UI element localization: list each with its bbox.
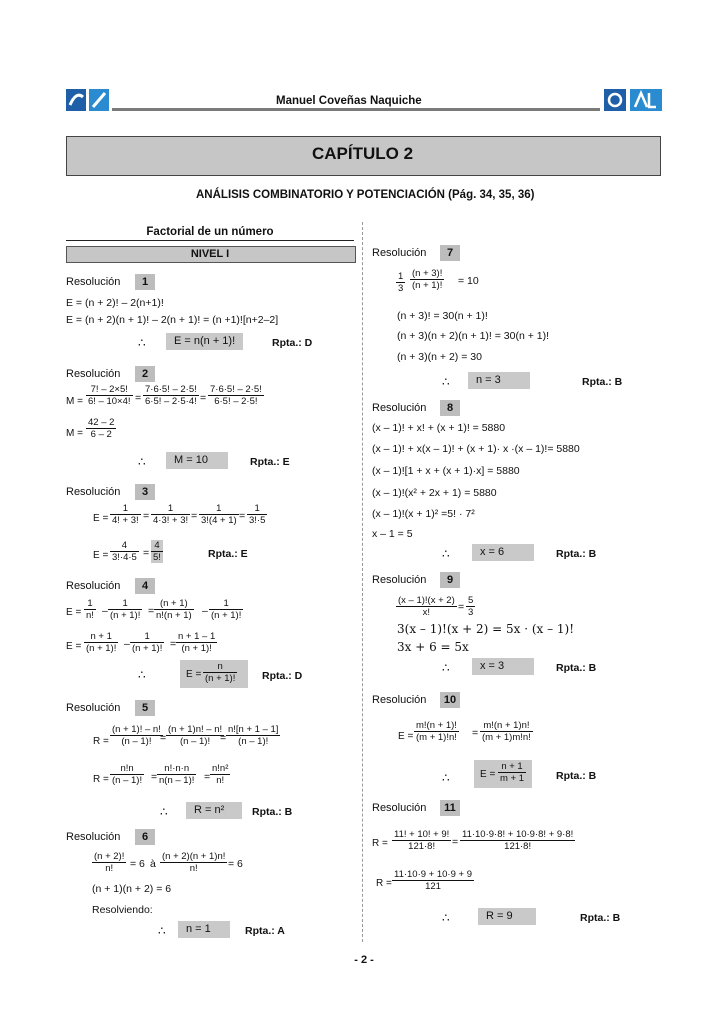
- math-line: (x – 1)![1 + x + (x + 1)·x] = 5880: [372, 465, 520, 477]
- math-line: (n + 3)! = 30(n + 1)!: [397, 310, 488, 322]
- math-line: x – 1 = 5: [372, 528, 413, 540]
- math-text: E =: [66, 641, 82, 652]
- math-text: = 6: [130, 858, 145, 870]
- math-text: R =: [93, 774, 109, 785]
- resolution-label: Resolución: [66, 486, 121, 498]
- header-author: Manuel Coveñas Naquiche: [276, 95, 422, 107]
- math-line: (x – 1)! + x! + (x + 1)! = 5880: [372, 422, 506, 434]
- math-text: =: [452, 836, 459, 848]
- math-line: (n + 3)(n + 2) = 30: [397, 351, 482, 363]
- math-line: (x – 1)!(x² + 2x + 1) = 5880: [372, 487, 497, 499]
- resolution-label: Resolución: [372, 802, 427, 814]
- math-text: R =: [372, 838, 388, 849]
- math-line: E = (n + 2)(n + 1)! – 2(n + 1)! = (n +1)![n+2–2]: [66, 314, 279, 326]
- resolution-number: 11: [440, 800, 460, 816]
- therefore-symbol: ∴: [442, 375, 450, 389]
- fraction: $\frac{1}{(n + 1)!}$: [110, 598, 141, 621]
- math-text: =: [148, 605, 155, 617]
- resolution-number: 10: [440, 692, 460, 708]
- therefore-symbol: ∴: [160, 805, 168, 819]
- math-text: R =: [93, 736, 109, 747]
- header-left-logo: [66, 89, 110, 111]
- resolution-label: Resolución: [372, 247, 427, 259]
- math-line: E = (n + 2)! – 2(n+1)!: [66, 297, 164, 309]
- math-text: M =: [66, 428, 83, 439]
- math-text: =: [160, 732, 167, 744]
- math-line: (n + 1)(n + 2) = 6: [92, 883, 172, 895]
- fraction: $\frac{(n + 1)n! - n!}{(n - 1)!}$: [168, 724, 223, 747]
- resolution-number: 2: [135, 366, 155, 382]
- resolution-number: 7: [440, 245, 460, 261]
- fraction: $\frac{(n + 2)(n + 1)n!}{n!}$: [162, 851, 226, 874]
- resolution-number: 3: [135, 484, 155, 500]
- math-text: = 10: [458, 275, 479, 287]
- fraction: $\frac{1}{3!(4 + 1)}$: [201, 503, 237, 526]
- therefore-symbol: ∴: [138, 336, 146, 350]
- fraction: $\frac{1}{(n + 1)!}$: [132, 631, 163, 654]
- answer-option: Rpta.: E: [208, 548, 248, 560]
- fraction: $\frac{1}{3}$: [398, 271, 404, 294]
- resolution-label: Resolución: [372, 402, 427, 414]
- level-title: NIVEL I: [190, 248, 230, 260]
- math-line: 3(x – 1)!(x + 2) = 5x · (x – 1)!: [397, 622, 575, 636]
- therefore-symbol: ∴: [158, 924, 166, 938]
- answer-option: Rpta.: D: [272, 337, 313, 349]
- math-text: =: [143, 547, 150, 559]
- header-right-logo: [604, 89, 662, 111]
- fraction: $\frac{n}{(n + 1)!}$: [205, 661, 236, 684]
- answer-box: R = n²: [186, 802, 242, 819]
- math-text: R =: [376, 878, 392, 889]
- resolution-number: 8: [440, 400, 460, 416]
- answer-box: R = 9: [478, 908, 536, 925]
- fraction: $\frac{11! + 10! + 9!}{121\cdot 8!}$: [394, 829, 450, 852]
- section-rule: [66, 240, 354, 241]
- fraction: $\frac{1}{4\cdot 3! + 3!}$: [153, 503, 189, 526]
- fraction: $\frac{n + 1}{m + 1}$: [500, 761, 525, 784]
- math-text: E =: [93, 513, 109, 524]
- resolution-number: 5: [135, 700, 155, 716]
- math-text: E =: [66, 607, 82, 618]
- therefore-symbol: ∴: [138, 455, 146, 469]
- math-text: =: [170, 638, 177, 650]
- answer-box: n = 3: [468, 372, 530, 389]
- fraction: $\frac{(n + 1)! - n!}{(n - 1)!}$: [112, 724, 161, 747]
- math-text: = 6: [228, 858, 243, 870]
- math-text: =: [200, 392, 207, 404]
- section-title: Factorial de un número: [146, 226, 274, 238]
- fraction: $\frac{42 - 2}{6 - 2}$: [88, 417, 115, 440]
- fraction: $\frac{n!\cdot n\cdot n}{n(n - 1)!}$: [159, 763, 195, 786]
- math-text: =: [143, 510, 150, 522]
- resolution-label: Resolución: [372, 574, 427, 586]
- fraction: $\frac{11\cdot 10\cdot 9\cdot 8! + 10\cdot 9\cdot 8! + 9\cdot 8!}{121\cdot 8!}$: [462, 829, 574, 852]
- chapter-title: CAPÍTULO 2: [311, 144, 414, 163]
- resolution-label: Resolución: [66, 831, 121, 843]
- math-text: =: [135, 392, 142, 404]
- math-text: –: [102, 605, 108, 617]
- answer-option: Rpta.: B: [580, 912, 621, 924]
- resolution-label: Resolución: [372, 694, 427, 706]
- logo-icon: [66, 89, 110, 111]
- math-text: =: [239, 510, 246, 522]
- math-text: =: [472, 727, 479, 739]
- answer-option: Rpta.: B: [556, 662, 597, 674]
- math-text: =: [191, 510, 198, 522]
- math-text: =: [151, 771, 158, 783]
- fraction: $\frac{(n + 2)!}{n!}$: [94, 851, 125, 874]
- header-rule: [112, 108, 600, 111]
- logo-icon: [604, 89, 662, 111]
- answer-option: Rpta.: B: [556, 770, 597, 782]
- resolution-number: 4: [135, 578, 155, 594]
- math-text: E =: [186, 669, 202, 680]
- math-text: –: [202, 605, 208, 617]
- answer-option: Rpta.: B: [252, 806, 293, 818]
- answer-box: n = 1: [178, 921, 230, 938]
- resolution-number: 1: [135, 274, 155, 290]
- resolution-label: Resolución: [66, 368, 121, 380]
- math-line: 3x + 6 = 5x: [397, 640, 469, 654]
- page-number: - 2 -: [354, 954, 374, 966]
- fraction-highlight: $\frac{4}{5!}$: [153, 540, 161, 563]
- fraction: $\frac{(n + 1)}{n!(n + 1)}$: [156, 598, 192, 621]
- fraction: $\frac{\text{n!n²}}{n!}$: [212, 763, 229, 786]
- answer-box: M = 10: [166, 452, 228, 469]
- therefore-symbol: ∴: [442, 771, 450, 785]
- math-text: –: [124, 638, 130, 650]
- fraction: $\frac{7! - 2\times 5!}{6! - 10\times 4!}$: [88, 384, 131, 407]
- answer-option: Rpta.: B: [556, 548, 597, 560]
- fraction: $\frac{1}{4! + 3!}$: [112, 503, 139, 526]
- answer-option: Rpta.: E: [250, 456, 290, 468]
- answer-option: Rpta.: A: [245, 925, 285, 937]
- fraction: $\frac{7\cdot 6\cdot 5! - 2\cdot 5!}{6\cdot 5! - 2\cdot 5!}$: [210, 384, 262, 407]
- fraction: $\frac{n!n}{(n - 1)!}$: [112, 763, 143, 786]
- fraction: $\frac{7\cdot 6\cdot 5! - 2\cdot 5!}{6\cdot 5! - 2\cdot 5\cdot 4!}$: [145, 384, 197, 407]
- fraction: $\frac{n + 1}{(n + 1)!}$: [86, 631, 117, 654]
- resolution-number: 9: [440, 572, 460, 588]
- answer-box: E = n(n + 1)!: [166, 333, 243, 350]
- answer-box: x = 6: [472, 544, 534, 561]
- therefore-symbol: ∴: [442, 661, 450, 675]
- math-text: =: [458, 601, 465, 613]
- therefore-symbol: ∴: [442, 911, 450, 925]
- fraction: $\frac{1}{(n + 1)!}$: [211, 598, 242, 621]
- fraction: $\frac{5}{3}$: [468, 595, 474, 618]
- resolution-label: Resolución: [66, 580, 121, 592]
- chapter-subtitle: ANÁLISIS COMBINATORIO Y POTENCIACIÓN (Pág. 34, 35, 36): [196, 189, 535, 201]
- math-text: E =: [480, 769, 496, 780]
- therefore-symbol: ∴: [442, 547, 450, 561]
- fraction: $\frac{4}{3!\cdot 4\cdot 5}$: [112, 540, 137, 563]
- math-text: =: [220, 732, 227, 744]
- fraction: $\frac{m!(n + 1)!}{(m + 1)!n!}$: [416, 720, 457, 743]
- math-line: (x – 1)!(x + 1)² =5! · 7²: [372, 508, 475, 520]
- fraction: $\frac{11\cdot 10\cdot 9 + 10\cdot 9 + 9}{121}$: [394, 869, 472, 892]
- math-text: M =: [66, 396, 83, 407]
- resolution-number: 6: [135, 829, 155, 845]
- answer-option: Rpta.: D: [262, 670, 303, 682]
- fraction: $\frac{(x - 1)!(x + 2)}{x!}$: [398, 595, 455, 618]
- therefore-symbol: ∴: [138, 668, 146, 682]
- math-line: (n + 3)(n + 2)(n + 1)! = 30(n + 1)!: [397, 330, 550, 342]
- fraction: $\frac{(n + 3)!}{(n + 1)!}$: [412, 268, 443, 291]
- fraction: $\frac{n + 1 - 1}{(n + 1)!}$: [178, 631, 216, 654]
- fraction: $\frac{1}{3!\cdot 5}$: [249, 503, 266, 526]
- math-line: Resolviendo:: [92, 904, 153, 916]
- math-text: E =: [398, 731, 414, 742]
- math-text: E =: [93, 550, 109, 561]
- fraction: $\frac{1}{n!}$: [86, 598, 94, 621]
- answer-box: x = 3: [472, 658, 534, 675]
- math-text: =: [204, 771, 211, 783]
- answer-option: Rpta.: B: [582, 376, 623, 388]
- resolution-label: Resolución: [66, 276, 121, 288]
- fraction: $\frac{n![n + 1 - 1]}{(n - 1)!}$: [228, 724, 279, 747]
- math-line: (x – 1)! + x(x – 1)! + (x + 1)· x ·(x – 1)!= 5880: [372, 443, 580, 455]
- resolution-label: Resolución: [66, 702, 121, 714]
- fraction: $\frac{m!(n + 1)n!}{(m + 1)m!n!}$: [482, 720, 531, 743]
- column-divider: [362, 222, 363, 942]
- arrow-text: à: [150, 858, 156, 870]
